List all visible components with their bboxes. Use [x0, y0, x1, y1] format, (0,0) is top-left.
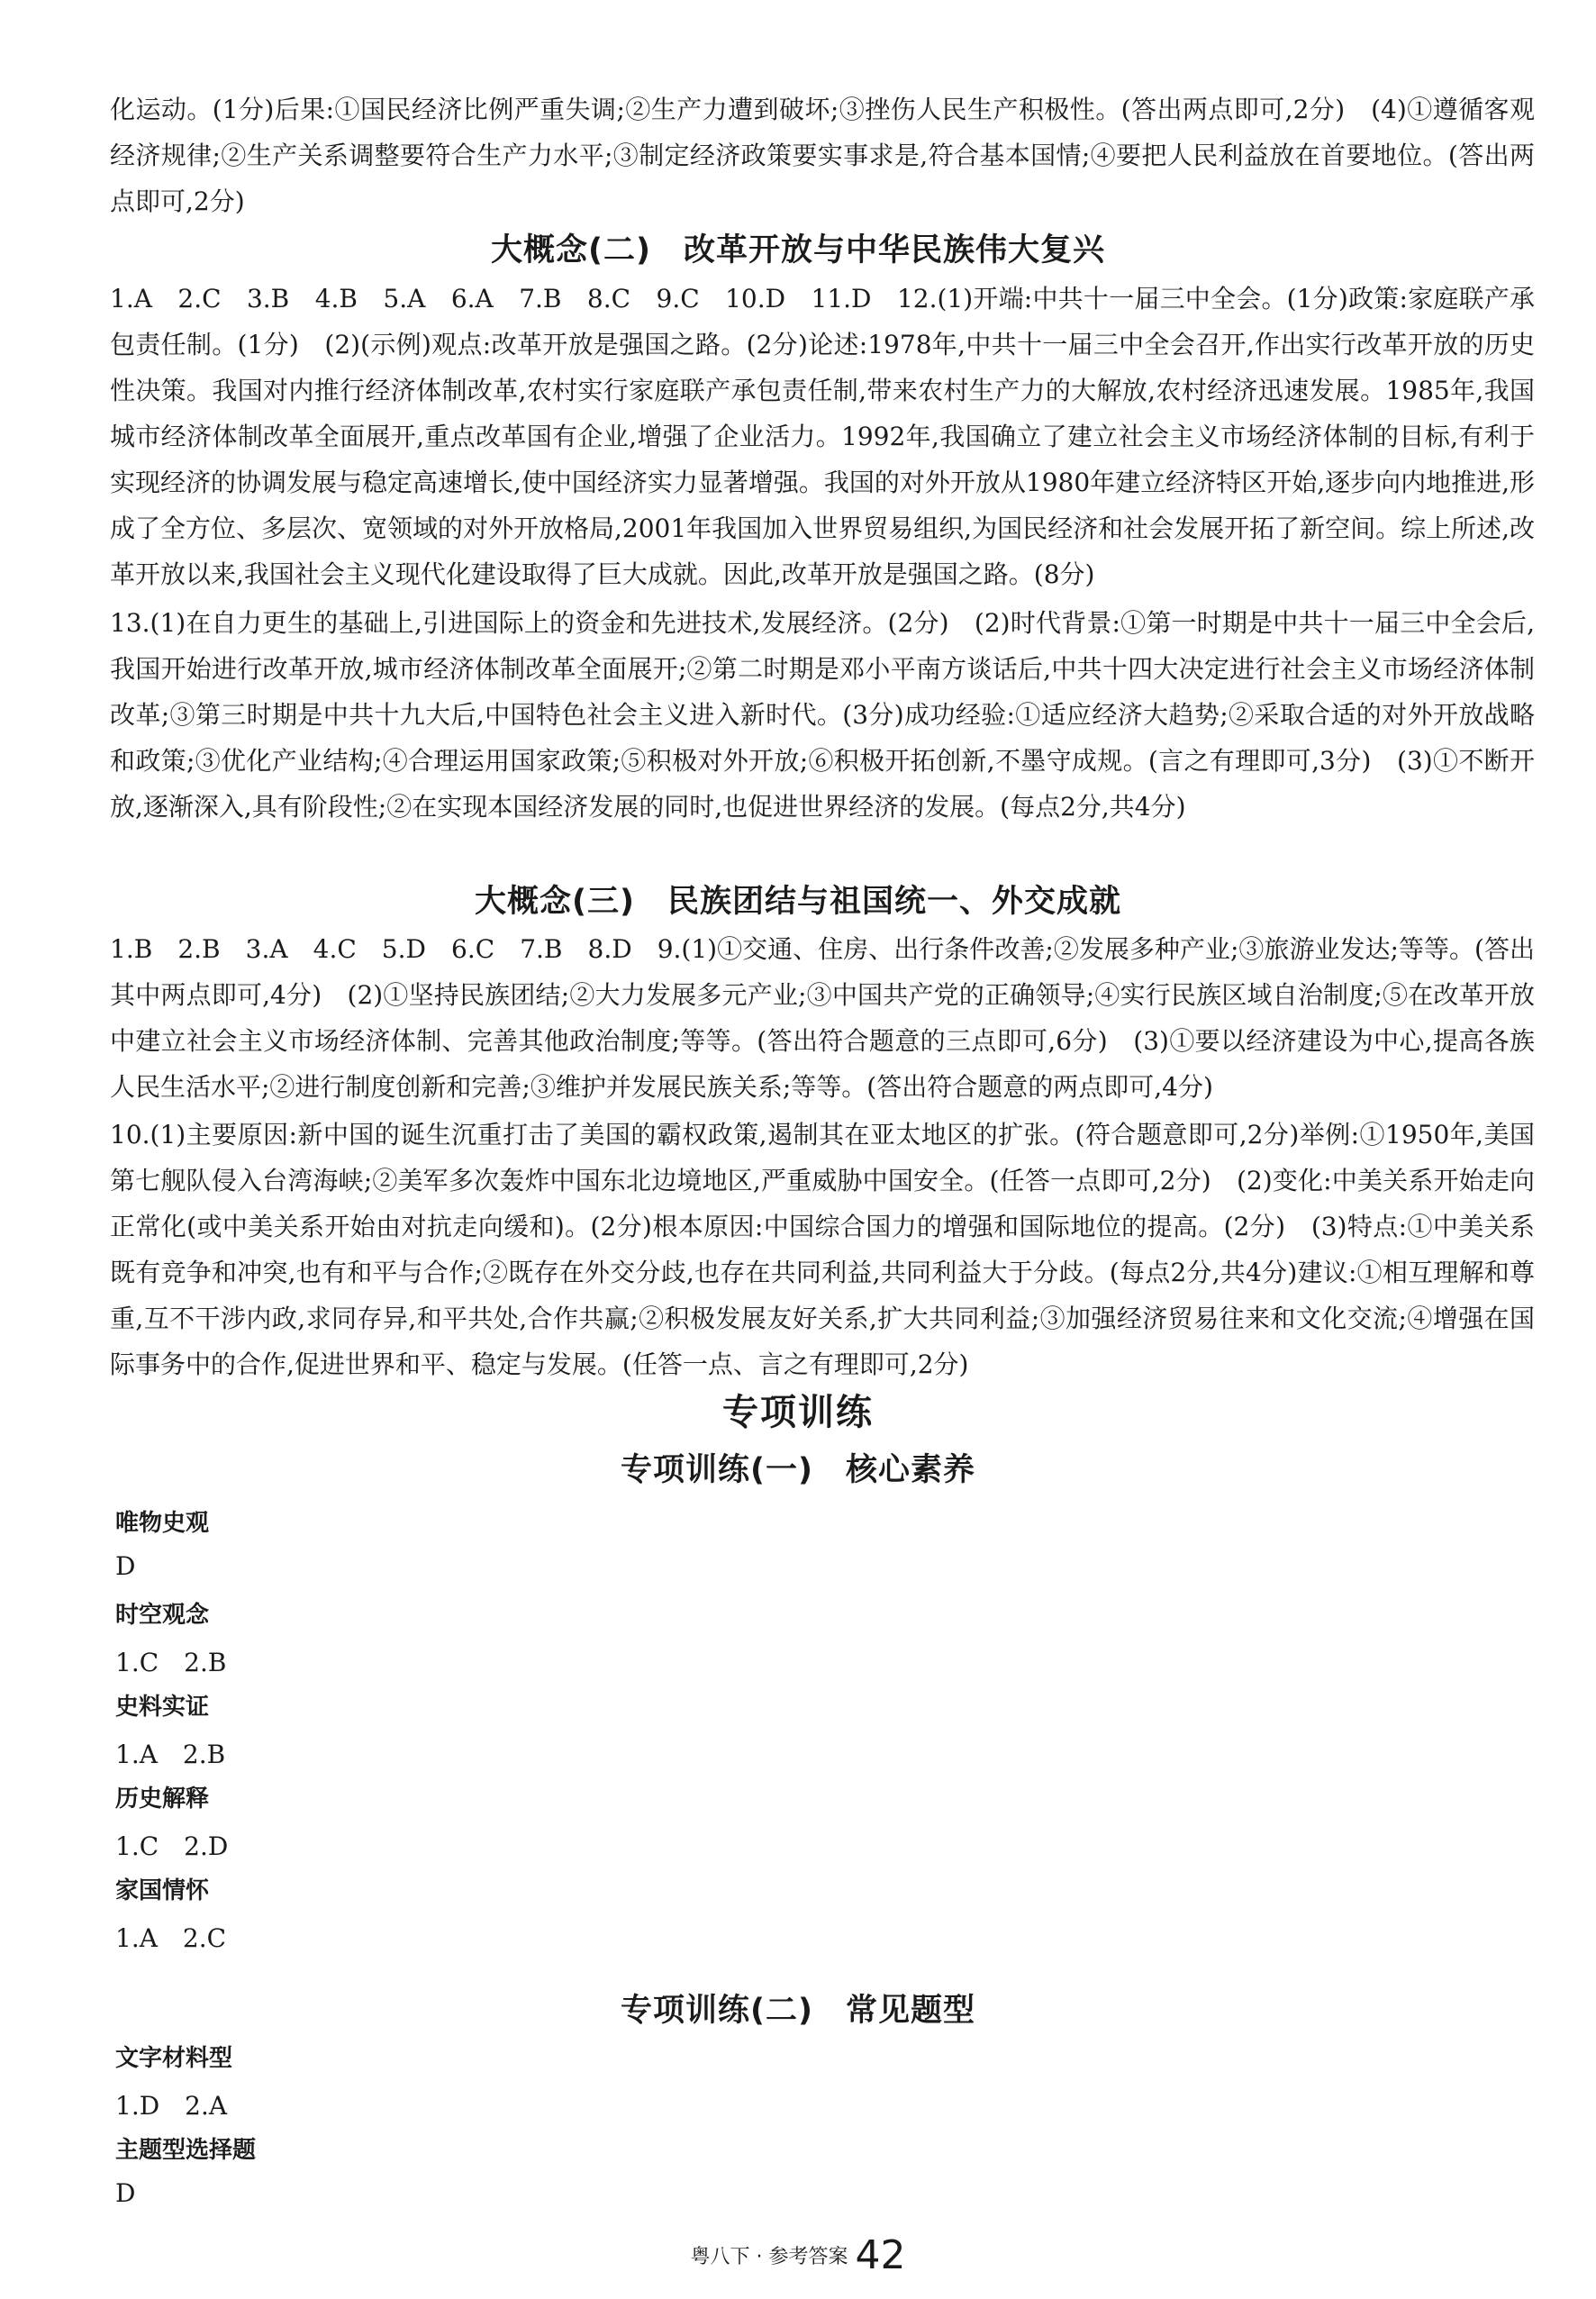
core-literacy-answer: 1.C 2.D	[115, 1831, 229, 1861]
question-type-label: 主题型选择题	[115, 2137, 257, 2164]
core-literacy-label: 唯物史观	[115, 1510, 210, 1537]
special-training-2-heading: 专项训练(二) 常见题型	[621, 1993, 975, 2029]
core-literacy-answer: 1.A 2.C	[115, 1923, 227, 1953]
footer-text: 粤八下 · 参考答案	[690, 2246, 848, 2268]
section1-answer-tail: 化运动。(1分)后果:①国民经济比例严重失调;②生产力遭到破坏;③挫伤人民生产积极性。(答出两点即可,2分) (4)①遵循客观经济规律;②生产关系调整要符合生产力水平;③制定经济政策要实事求是,符合基本国情;④要把人民利益放在首要地位。(答出两点即可,2分)	[110, 95, 1535, 216]
concept3-answers-1-9: 1.B 2.B 3.A 4.C 5.D 6.C 7.B 8.D 9.(1)①交通、住房、出行条件改善;②发展多种产业;③旅游业发达;等等。(答出其中两点即可,4分) (2)①坚持民族团结;②大力发展多元产业;③中国共产党的正确领导;④实行民族区域自治制度;⑤在改革开放中建立社会主义市场经济体制、完善其他政治制度;等等。(答出符合题意的三点即可,6分) (3)①要以经济建设为中心,提高各族人民生活水平;②进行制度创新和完善;③维护并发展民族关系;等等。(答出符合题意的两点即可,4分)	[110, 934, 1535, 1102]
concept3-heading: 大概念(三) 民族团结与祖国统一、外交成就	[475, 884, 1121, 920]
special-training-heading: 专项训练	[722, 1392, 874, 1433]
concept2-answer-13: 13.(1)在自力更生的基础上,引进国际上的资金和先进技术,发展经济。(2分) (2)时代背景:①第一时期是中共十一届三中全会后,我国开始进行改革开放,城市经济体制改革全面展开;②第二时期是邓小平南方谈话后,中共十四大决定进行社会主义市场经济体制改革;③第三时期是中共十九大后,中国特色社会主义进入新时代。(3分)成功经验:①适应经济大趋势;②采取合适的对外开放战略和政策;③优化产业结构;④合理运用国家政策;⑤积极对外开放;⑥积极开拓创新,不墨守成规。(言之有理即可,3分) (3)①不断开放,逐渐深入,具有阶段性;②在实现本国经济发展的同时,也促进世界经济的发展。(每点2分,共4分)	[110, 608, 1535, 822]
concept3-answer-10: 10.(1)主要原因:新中国的诞生沉重打击了美国的霸权政策,遏制其在亚太地区的扩张。(符合题意即可,2分)举例:①1950年,美国第七舰队侵入台湾海峡;②美军多次轰炸中国东北边境地区,严重威胁中国安全。(任答一点即可,2分) (2)变化:中美关系开始走向正常化(或中美关系开始由对抗走向缓和)。(2分)根本原因:中国综合国力的增强和国际地位的提高。(2分) (3)特点:①中美关系既有竞争和冲突,也有和平与合作;②既存在外交分歧,也存在共同利益,共同利益大于分歧。(每点2分,共4分)建议:①相互理解和尊重,互不干涉内政,求同存异,和平共处,合作共赢;②积极发展友好关系,扩大共同利益;③加强经济贸易往来和文化交流;④增强在国际事务中的合作,促进世界和平、稳定与发展。(任答一点、言之有理即可,2分)	[110, 1120, 1535, 1379]
page-number: 42	[855, 2232, 906, 2278]
core-literacy-label: 历史解释	[115, 1786, 210, 1813]
core-literacy-answer: D	[115, 1551, 136, 1581]
concept2-answers-1-12: 1.A 2.C 3.B 4.B 5.A 6.A 7.B 8.C 9.C 10.D 11.D 12.(1)开端:中共十一届三中全会。(1分)政策:家庭联产承包责任制。(1分) (2)(示例)观点:改革开放是强国之路。(2分)论述:1978年,中共十一届三中全会召开,作出实行改革开放的历史性决策。我国对内推行经济体制改革,农村实行家庭联产承包责任制,带来农村生产力的大解放,农村经济迅速发展。1985年,我国城市经济体制改革全面展开,重点改革国有企业,增强了企业活力。1992年,我国确立了建立社会主义市场经济体制的目标,有利于实现经济的协调发展与稳定高速增长,使中国经济实力显著增强。我国的对外开放从1980年建立经济特区开始,逐步向内地推进,形成了全方位、多层次、宽领域的对外开放格局,2001年我国加入世界贸易组织,为国民经济和社会发展开拓了新空间。综上所述,改革开放以来,我国社会主义现代化建设取得了巨大成就。因此,改革开放是强国之路。(8分)	[110, 284, 1535, 589]
core-literacy-label: 家国情怀	[115, 1877, 210, 1904]
core-literacy-label: 史料实证	[115, 1694, 210, 1721]
concept2-heading: 大概念(二) 改革开放与中华民族伟大复兴	[491, 232, 1105, 268]
question-type-answer: 1.D 2.A	[115, 2091, 228, 2121]
core-literacy-answer: 1.C 2.B	[115, 1648, 227, 1677]
core-literacy-answer: 1.A 2.B	[115, 1740, 226, 1769]
question-type-answer: D	[115, 2178, 136, 2208]
question-type-label: 文字材料型	[115, 2045, 233, 2072]
special-training-1-heading: 专项训练(一) 核心素养	[621, 1452, 975, 1488]
core-literacy-label: 时空观念	[115, 1602, 210, 1629]
page-footer	[0, 2232, 1596, 2278]
